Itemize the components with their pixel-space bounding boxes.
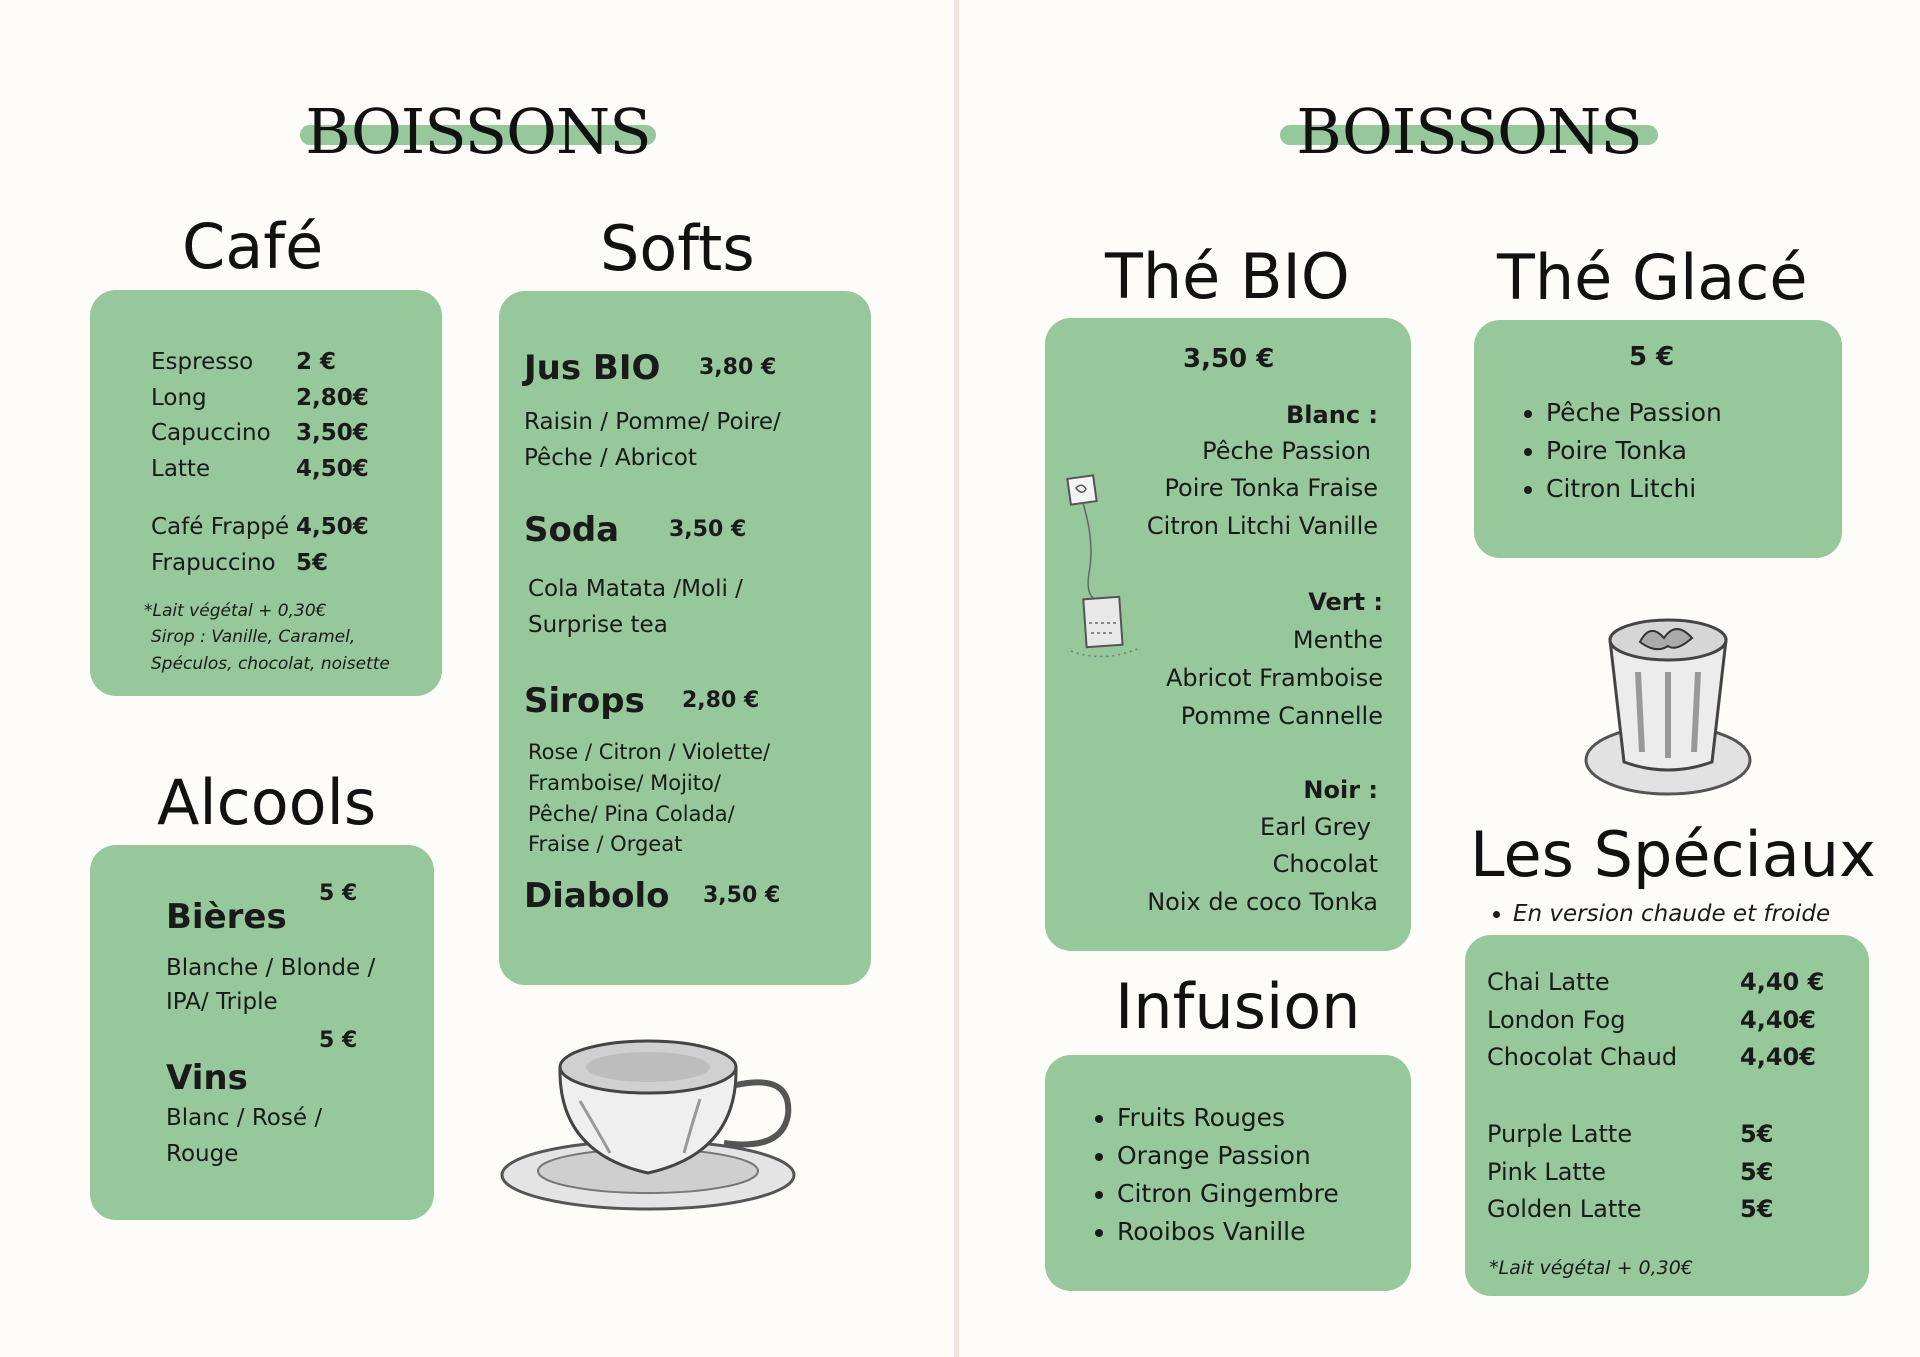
- cafe-card: [90, 290, 442, 696]
- vert-item: Menthe: [1292, 626, 1383, 654]
- infusion-heading: Infusion: [1115, 970, 1361, 1043]
- cafe-item-price: 2 €: [296, 349, 337, 375]
- speciaux-item-name: Chai Latte: [1487, 968, 1610, 996]
- list-item: • Rooibos Vanille: [1117, 1213, 1339, 1251]
- cafe-item-price: 3,50€: [296, 420, 369, 446]
- cafe-item-name: Café Frappé: [151, 514, 290, 540]
- coffee-cup-icon: [500, 1025, 820, 1215]
- speciaux-item-price: 5€: [1740, 1158, 1774, 1186]
- list-item: • Poire Tonka: [1546, 432, 1722, 470]
- list-item: • Pêche Passion: [1546, 394, 1722, 432]
- bieres-line: IPA/ Triple: [166, 989, 278, 1015]
- speciaux-subtitle: • En version chaude et froide: [1513, 898, 1830, 930]
- softs-heading: Softs: [600, 212, 755, 285]
- the-glace-price: 5 €: [1629, 342, 1675, 372]
- left-page-title: [300, 92, 656, 172]
- noir-item: Noix de coco Tonka: [1147, 888, 1378, 916]
- speciaux-item-name: London Fog: [1487, 1006, 1626, 1034]
- right-title-text: BOISSONS: [1296, 95, 1642, 168]
- list-item: • Citron Gingembre: [1117, 1175, 1339, 1213]
- page-divider: [954, 0, 959, 1357]
- sirops-price: 2,80 €: [682, 688, 760, 713]
- the-bio-price: 3,50 €: [1183, 344, 1275, 374]
- list-item: • Fruits Rouges: [1117, 1099, 1339, 1137]
- jus-line: Pêche / Abricot: [524, 445, 697, 471]
- speciaux-item-price: 4,40€: [1740, 1043, 1816, 1071]
- noir-item: Earl Grey: [1260, 813, 1371, 841]
- cafe-item-name: Frapuccino: [151, 550, 276, 576]
- speciaux-card: [1465, 935, 1869, 1296]
- diabolo-title: Diabolo: [524, 876, 670, 916]
- vert-item: Pomme Cannelle: [1180, 702, 1383, 730]
- vins-title: Vins: [166, 1058, 248, 1098]
- cafe-item-price: 2,80€: [296, 385, 369, 411]
- list-item: • Orange Passion: [1117, 1137, 1339, 1175]
- cafe-item-price: 4,50€: [296, 456, 369, 482]
- speciaux-subtitle-list: [1483, 898, 1830, 930]
- blanc-label: Blanc :: [1286, 401, 1378, 429]
- left-title-text: BOISSONS: [305, 95, 651, 168]
- soda-line: Surprise tea: [528, 612, 668, 638]
- sirops-line: Pêche/ Pina Colada/: [528, 802, 735, 826]
- speciaux-item-name: Chocolat Chaud: [1487, 1043, 1678, 1071]
- jus-price: 3,80 €: [699, 355, 777, 380]
- blanc-item: Citron Litchi Vanille: [1146, 512, 1378, 540]
- cafe-item-name: Espresso: [151, 349, 254, 375]
- softs-card: [499, 291, 871, 985]
- right-page-title: [1280, 92, 1658, 172]
- jus-title: Jus BIO: [524, 348, 661, 388]
- the-bio-heading: Thé BIO: [1105, 240, 1350, 313]
- cafe-note: Spéculos, chocolat, noisette: [151, 654, 390, 674]
- sirops-line: Fraise / Orgeat: [528, 832, 683, 856]
- tea-bag-icon: [1065, 473, 1145, 673]
- speciaux-heading: Les Spéciaux: [1470, 818, 1876, 891]
- sirops-line: Framboise/ Mojito/: [528, 771, 721, 795]
- alcools-heading: Alcools: [157, 766, 377, 839]
- latte-glass-icon: [1580, 612, 1756, 798]
- soda-title: Soda: [524, 510, 620, 550]
- diabolo-price: 3,50 €: [703, 883, 781, 908]
- cafe-item-name: Latte: [151, 456, 211, 482]
- list-item: • Citron Litchi: [1546, 470, 1722, 508]
- blanc-item: Pêche Passion: [1202, 437, 1371, 465]
- bieres-price: 5 €: [319, 881, 358, 906]
- cafe-note: Sirop : Vanille, Caramel,: [151, 627, 356, 647]
- vins-line: Blanc / Rosé /: [166, 1105, 323, 1131]
- sirops-title: Sirops: [524, 681, 645, 721]
- vins-price: 5 €: [319, 1028, 358, 1053]
- infusion-list: [1087, 1099, 1339, 1251]
- cafe-item-name: Capuccino: [151, 420, 271, 446]
- bieres-title: Bières: [166, 897, 287, 937]
- the-bio-card: [1045, 318, 1411, 951]
- the-glace-heading: Thé Glacé: [1497, 241, 1808, 314]
- the-glace-list: [1516, 394, 1722, 508]
- cafe-heading: Café: [182, 210, 324, 283]
- the-glace-card: [1474, 320, 1842, 558]
- speciaux-item-price: 5€: [1740, 1195, 1774, 1223]
- vert-label: Vert :: [1308, 588, 1383, 616]
- speciaux-item-price: 4,40€: [1740, 1006, 1816, 1034]
- speciaux-note: *Lait végétal + 0,30€: [1489, 1257, 1693, 1279]
- soda-price: 3,50 €: [669, 517, 747, 542]
- cafe-item-price: 4,50€: [296, 514, 369, 540]
- soda-line: Cola Matata /Moli /: [528, 576, 743, 602]
- speciaux-item-price: 5€: [1740, 1120, 1774, 1148]
- blanc-item: Poire Tonka Fraise: [1164, 474, 1378, 502]
- speciaux-item-name: Pink Latte: [1487, 1158, 1607, 1186]
- speciaux-item-name: Golden Latte: [1487, 1195, 1642, 1223]
- cafe-note: *Lait végétal + 0,30€: [144, 601, 327, 621]
- noir-item: Chocolat: [1272, 850, 1378, 878]
- alcools-card: [90, 845, 434, 1220]
- infusion-card: [1045, 1055, 1411, 1291]
- jus-line: Raisin / Pomme/ Poire/: [524, 409, 781, 435]
- sirops-line: Rose / Citron / Violette/: [528, 740, 771, 764]
- cafe-item-price: 5€: [296, 550, 329, 576]
- vert-item: Abricot Framboise: [1166, 664, 1383, 692]
- speciaux-item-price: 4,40 €: [1740, 968, 1825, 996]
- noir-label: Noir :: [1303, 776, 1378, 804]
- speciaux-item-name: Purple Latte: [1487, 1120, 1633, 1148]
- bieres-line: Blanche / Blonde /: [166, 955, 376, 981]
- vins-line: Rouge: [166, 1141, 239, 1167]
- cafe-item-name: Long: [151, 385, 207, 411]
